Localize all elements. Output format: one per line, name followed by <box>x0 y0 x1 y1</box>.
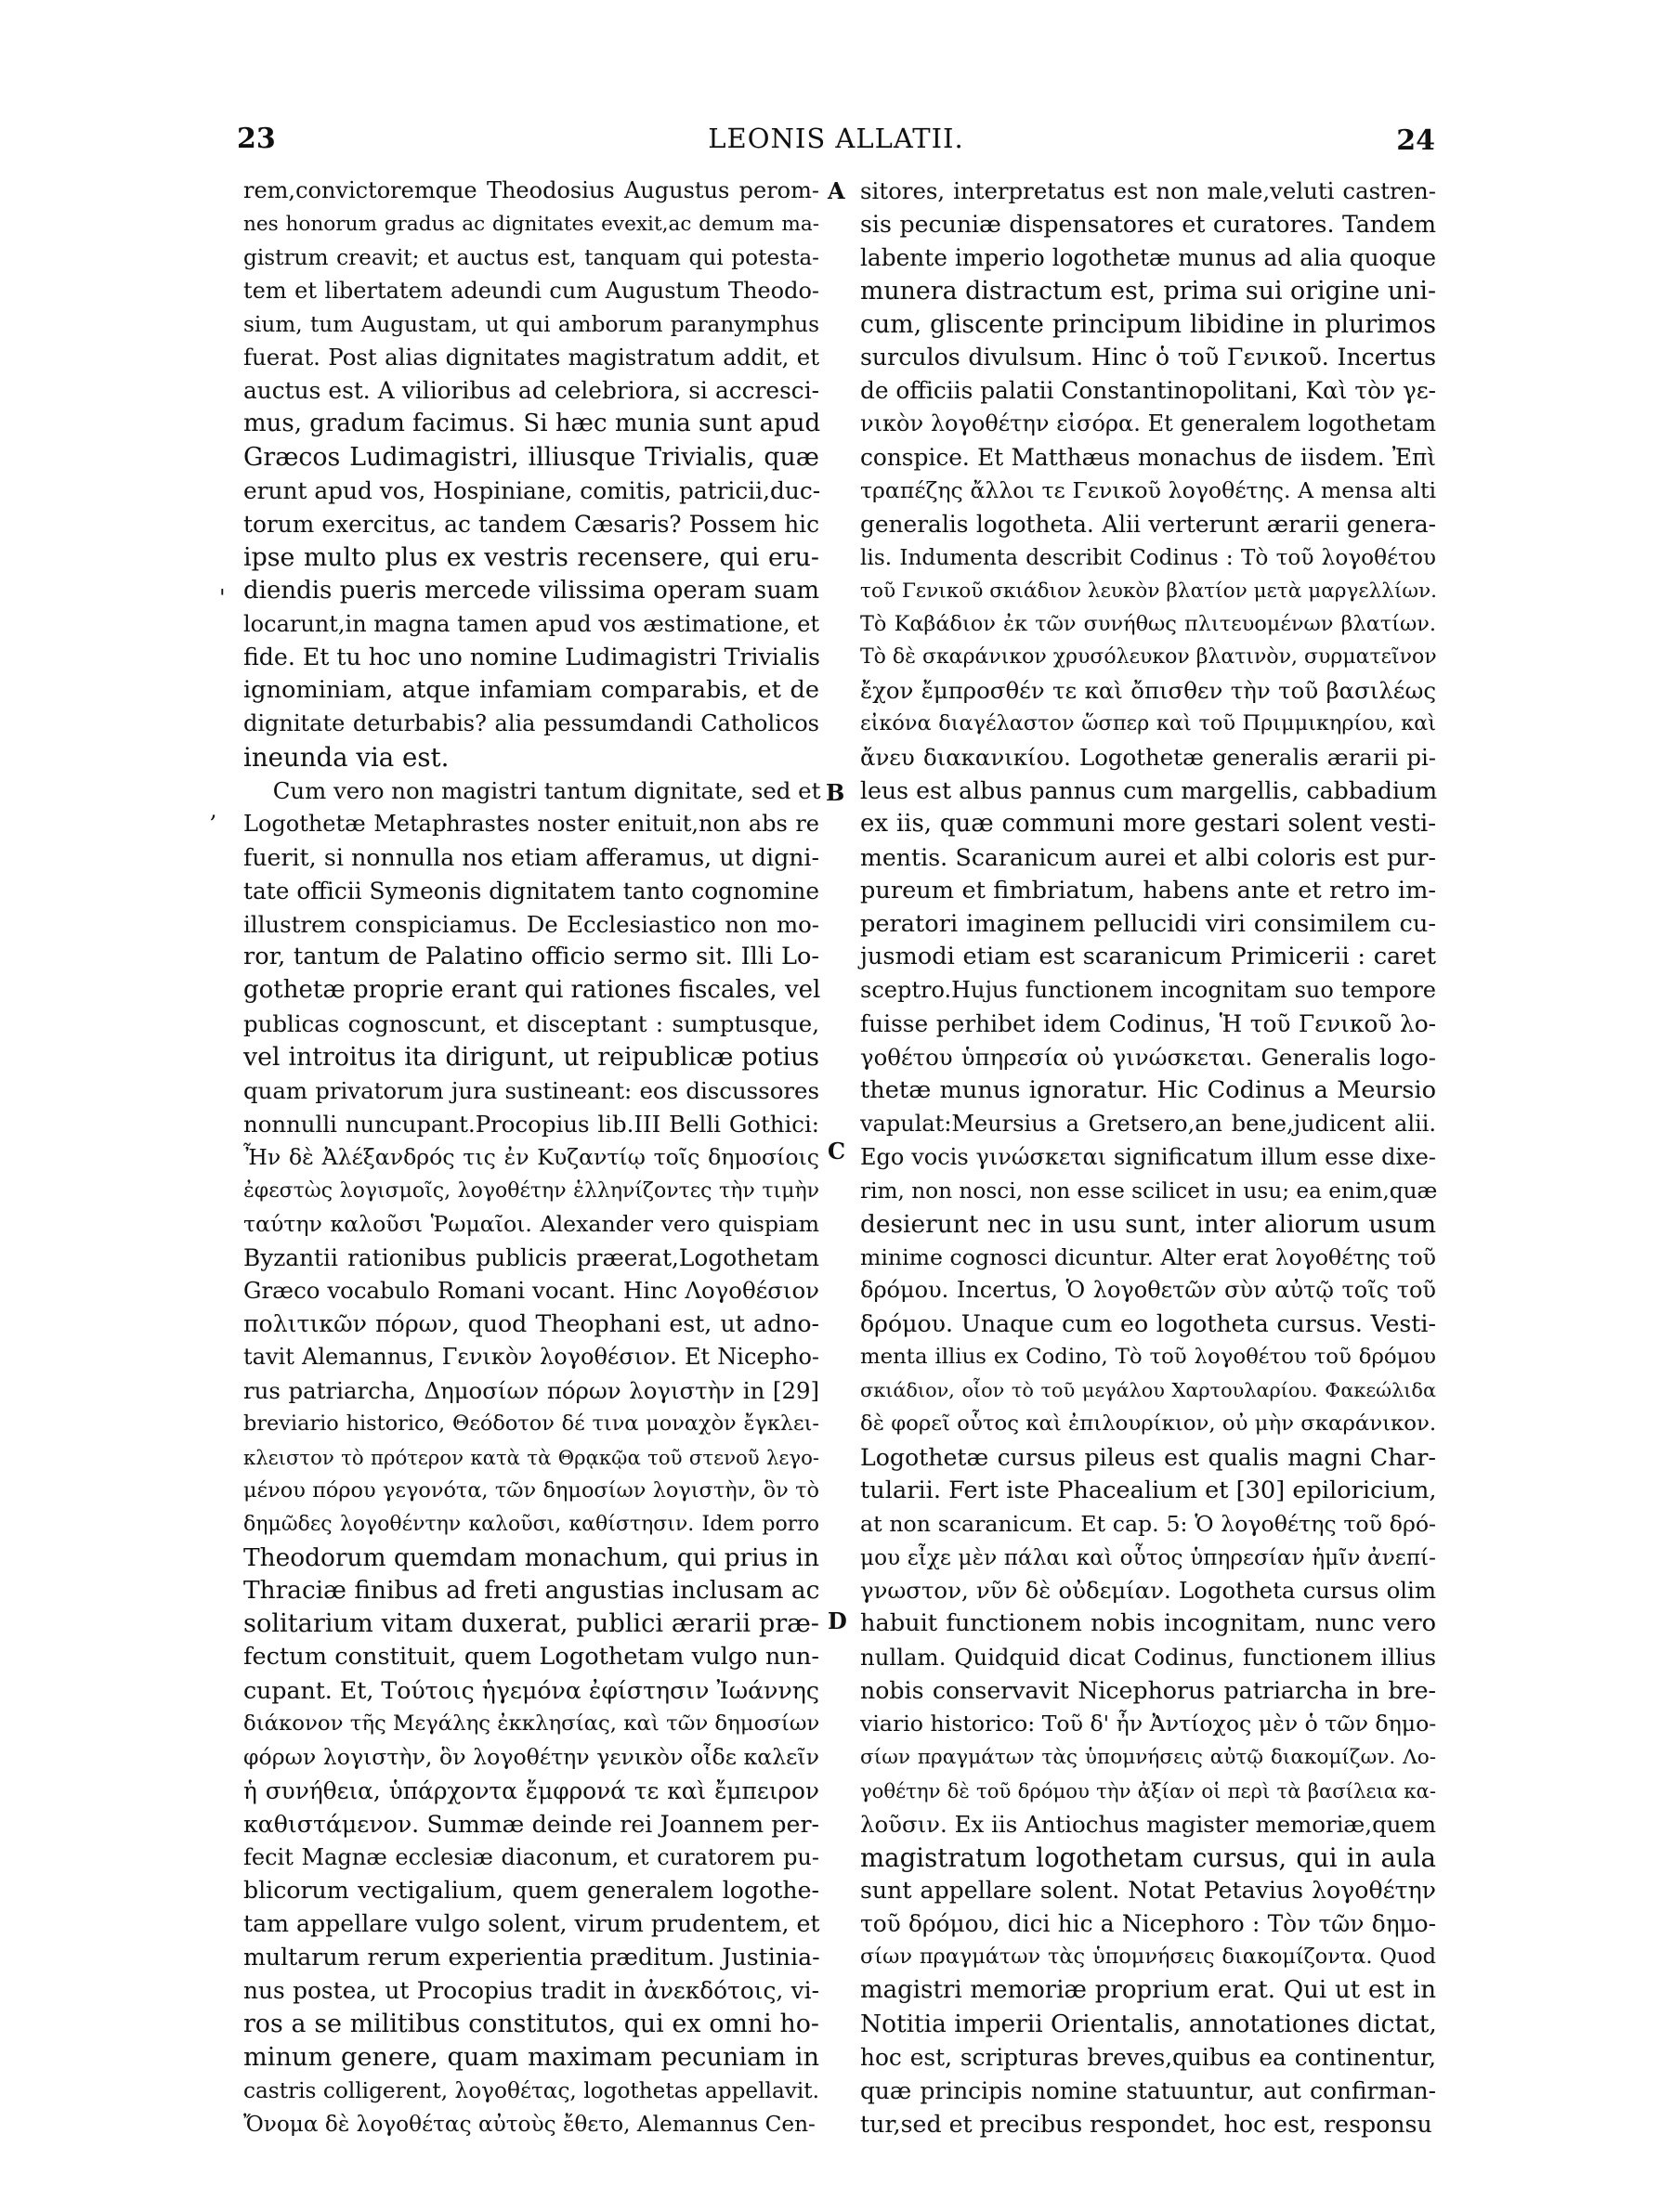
text-line: conspice. Et Matthæus monachus de iisdem. Ἐπὶ <box>860 444 1436 472</box>
text-line: Byzantii rationibus publicis præerat,Logothetam <box>243 1243 819 1271</box>
text-line: διάκονον τῆς Μεγάλης ἐκκλησίας, καὶ τῶν δημοσίων <box>243 1711 820 1736</box>
text-line: δημῶδες λογοθέντην καλοῦσι, καθίστησιν. Idem porro <box>243 1512 819 1536</box>
text-line: vapulat:Meursius a Gretsero,an bene,judicent alii. <box>860 1110 1436 1137</box>
text-line: rus patriarcha, Δημοσίων πόρων λογιστὴν in [29] <box>243 1377 819 1405</box>
text-line: nobis conservavit Nicephorus patriarcha in bre- <box>860 1677 1436 1705</box>
text-line: δρόμου. Unaque cum eo logotheta cursus. Vesti- <box>860 1310 1436 1338</box>
text-line: sceptro.Hujus functionem incognitam suo tempore <box>860 977 1436 1004</box>
text-line: tem et libertatem adeundi cum Augustum Theodo- <box>243 277 819 304</box>
text-line: κλειστον τὸ πρότερον κατὰ τὰ Θρᾳκῷα τοῦ στενοῦ λεγο- <box>243 1445 819 1469</box>
text-line: jusmodi etiam est scaranicum Primicerii : caret <box>860 943 1436 971</box>
text-line: Τὸ Καβάδιον ἐκ τῶν συνήθως πλιτευομένων βλατίων. <box>860 611 1436 636</box>
text-line: multarum rerum experientia præditum. Justinia- <box>243 1944 820 1971</box>
text-line: viario historico: Τοῦ δ' ἦν Ἀντίοχος μὲν ὁ τῶν δημο- <box>860 1710 1437 1737</box>
text-line: γοθέτην δὲ τοῦ δρόμου τὴν ἀξίαν οἱ περὶ τὰ βασίλεια κα- <box>860 1778 1436 1802</box>
text-line: δρόμου. Incertus, Ὁ λογοθετῶν σὺν αὐτῷ τοῖς τοῦ <box>860 1277 1436 1304</box>
text-line: Theodorum quemdam monachum, qui prius in <box>243 1542 819 1572</box>
text-line: magistratum logothetam cursus, qui in aula <box>860 1841 1436 1873</box>
text-line: fecit Magnæ ecclesiæ diaconum, et curatorem pu- <box>243 1843 819 1870</box>
text-line: publicas cognoscunt, et disceptant : sumptusque, <box>243 1010 819 1038</box>
text-line: rim, non nosci, non esse scilicet in usu; ea enim,quæ <box>860 1178 1438 1204</box>
text-line: fuisse perhibet idem Codinus, Ἡ τοῦ Γενικοῦ λο- <box>860 1010 1436 1038</box>
text-line: desierunt nec in usu sunt, inter aliorum usum <box>860 1209 1436 1239</box>
text-line: leus est albus pannus cum margellis, cabbadium <box>860 777 1438 805</box>
text-line: tam appellare vulgo solent, virum prudentem, et <box>243 1910 820 1938</box>
text-line: minime cognosci dicuntur. Alter erat λογοθέτης τοῦ <box>860 1243 1436 1270</box>
text-line: cum, gliscente principum libidine in plurimos <box>860 309 1436 339</box>
text-line: torum exercitus, ac tandem Cæsaris? Possem hic <box>243 510 819 538</box>
text-line: sium, tum Augustam, ut qui amborum paranymphus <box>243 311 819 337</box>
right-text-column <box>860 175 1438 2138</box>
text-line: πολιτικῶν πόρων, quod Theophani est, ut adno- <box>243 1310 819 1338</box>
text-line: erunt apud vos, Hospiniane, comitis, patricii,duc- <box>243 477 821 505</box>
text-line: fuerat. Post alias dignitates magistratum addit, et <box>243 344 819 371</box>
running-title: LEONIS ALLATII. <box>708 123 964 154</box>
text-line: illustrem conspiciamus. De Ecclesiastico non mo- <box>243 910 819 938</box>
text-line: quæ principis nomine statuuntur, aut confirman- <box>860 2076 1436 2104</box>
text-line: generalis logotheta. Alii verterunt ærarii genera- <box>860 510 1436 538</box>
text-line: nonnulli nuncupant.Procopius lib.III Belli Gothici: <box>243 1110 819 1138</box>
text-line: ros a se militibus constitutos, qui ex omni ho- <box>243 2009 819 2038</box>
text-line: gistrum creavit; et auctus est, tanquam qui potesta- <box>243 244 819 270</box>
margin-letter-a: A <box>828 177 845 204</box>
text-line: γνωστον, νῦν δὲ οὐδεμίαν. Logotheta cursus olim <box>860 1577 1436 1605</box>
text-line: fectum constituit, quem Logothetam vulgo nun- <box>243 1643 819 1672</box>
text-line: de officiis palatii Constantinopolitani, Καὶ τὸν γε- <box>860 377 1437 405</box>
text-line: auctus est. A vilioribus ad celebriora, si accresci- <box>243 377 819 405</box>
text-line: ἐφεστὼς λογισμοῖς, λογοθέτην ἑλληνίζοντες τὴν τιμὴν <box>243 1178 819 1203</box>
text-line: Thraciæ finibus ad freti angustias inclusam ac <box>243 1576 820 1606</box>
text-line: ἡ συνήθεια, ὑπάρχοντα ἔμφρονά τε καὶ ἔμπειρον <box>243 1776 819 1804</box>
text-line: menta illius ex Codino, Τὸ τοῦ λογοθέτου τοῦ δρόμου <box>860 1345 1436 1370</box>
text-line: νικὸν λογοθέτην εἰσόρα. Et generalem logothetam <box>860 410 1436 437</box>
page-number-right: 24 <box>1396 124 1435 157</box>
margin-letter-c: C <box>828 1138 846 1165</box>
left-text-column <box>243 175 821 2137</box>
text-line: Logothetæ Metaphrastes noster enituit,non abs re <box>243 810 819 837</box>
text-line: breviario historico, Θεόδοτον δέ τινα μοναχὸν ἔγκλει- <box>243 1411 819 1436</box>
text-line: μου εἶχε μὲν πάλαι καὶ οὗτος ὑπηρεσίαν ἡμῖν ἀνεπί- <box>860 1544 1436 1570</box>
text-line: fuerit, si nonnulla nos etiam afferamus, ut digni- <box>243 843 819 871</box>
text-line: mus, gradum facimus. Si hæc munia sunt apud <box>243 410 821 438</box>
text-line: σκιάδιον, οἷον τὸ τοῦ μεγάλου Χαρτουλαρίου. Φακεώλιδα <box>860 1379 1436 1402</box>
text-line: καθιστάμενον. Summæ deinde rei Joannem per- <box>243 1810 819 1838</box>
page-number-left: 23 <box>237 123 276 155</box>
text-line: Τὸ δὲ σκαράνικον χρυσόλευκον βλατινὸν, συρματεῖνον <box>860 645 1437 670</box>
text-line: labente imperio logothetæ munus ad alia quoque <box>860 243 1436 271</box>
margin-letter-d: D <box>828 1607 847 1634</box>
text-line: hoc est, scripturas breves,quibus ea continentur, <box>860 2043 1436 2071</box>
text-line: nus postea, ut Procopius tradit in ἀνεκδότοις, vi- <box>243 1977 819 2005</box>
text-line: τραπέζης ἄλλοι τε Γενικοῦ λογοθέτης. A mensa alti <box>860 477 1436 504</box>
text-line: surculos divulsum. Hinc ὁ τοῦ Γενικοῦ. Incertus <box>860 344 1436 371</box>
text-line: Logothetæ cursus pileus est qualis magni Char- <box>860 1443 1436 1471</box>
text-line: σίων πραγμάτων τὰς ὑπομνήσεις διακομίζοντα. Quod <box>860 1945 1436 1970</box>
margin-letter-b: B <box>826 779 845 806</box>
margin-mark: , <box>210 797 217 823</box>
text-line: at non scaranicum. Et cap. 5: Ὁ λογοθέτης τοῦ δρό- <box>860 1510 1436 1537</box>
text-line: magistri memoriæ proprium erat. Qui ut est in <box>860 1976 1436 2005</box>
text-line: solitarium vitam duxerat, publici ærarii præ- <box>243 1609 819 1639</box>
text-line: γοθέτου ὑπηρεσία οὐ γινώσκεται. Generalis logo- <box>860 1044 1436 1072</box>
text-line: Ego vocis γινώσκεται significatum illum esse dixe- <box>860 1143 1436 1170</box>
text-line: ignominiam, atque infamiam comparabis, et de <box>243 676 819 705</box>
text-line: μένου πόρου γεγονότα, τῶν δημοσίων λογιστὴν, ὃν τὸ <box>243 1477 819 1503</box>
text-line: φόρων λογιστὴν, ὃν λογοθέτην γενικὸν οἶδε καλεῖν <box>243 1743 819 1770</box>
text-line: sitores, interpretatus est non male,veluti castren- <box>860 177 1436 204</box>
text-line: thetæ munus ignoratur. Hic Codinus a Meursio <box>860 1076 1436 1105</box>
page-header <box>237 123 1435 160</box>
text-line: ταύτην καλοῦσι Ῥωμαῖοι. Alexander vero quispiam <box>243 1210 819 1237</box>
text-line: sunt appellare solent. Notat Petavius λογοθέτην <box>860 1877 1436 1905</box>
text-line: λοῦσιν. Ex iis Antiochus magister memoriæ,quem <box>860 1810 1436 1838</box>
text-line: Ἦν δὲ Ἀλέξανδρός τις ἐν Κυζαντίῳ τοῖς δημοσίοις <box>243 1143 819 1170</box>
text-line: locarunt,in magna tamen apud vos æstimatione, et <box>243 610 819 637</box>
text-line: dignitate deturbabis? alia pessumdandi Catholicos <box>243 710 819 737</box>
text-line: vel introitus ita dirigunt, ut reipublicæ potius <box>243 1043 819 1073</box>
text-line: tur,sed et precibus respondet, hoc est, responsu <box>860 2110 1432 2138</box>
margin-mark: ' <box>219 585 226 611</box>
text-line: ror, tantum de Palatino officio sermo sit. Illi Lo- <box>243 943 819 971</box>
text-line: tularii. Fert iste Phacealium et [30] epiloricium, <box>860 1476 1437 1504</box>
text-line: ἔχον ἔμπροσθέν τε καὶ ὄπισθεν τὴν τοῦ βασιλέως <box>860 677 1436 705</box>
text-line: σίων πραγμάτων τὰς ὑπομνήσεις αὐτῷ διακομίζων. Λο- <box>860 1745 1436 1769</box>
text-line: εἰκόνα διαγέλαστον ὥσπερ καὶ τοῦ Πριμμικηρίου, καὶ <box>860 711 1436 736</box>
text-line: tate officii Symeonis dignitatem tanto cognomine <box>243 877 819 904</box>
text-line: habuit functionem nobis incognitam, nunc vero <box>860 1609 1436 1638</box>
text-line: fide. Et tu hoc uno nomine Ludimagistri Trivialis <box>243 644 820 671</box>
text-line: tavit Alemannus, Γενικὸν λογοθέσιον. Et Nicepho- <box>243 1344 819 1371</box>
text-line: nes honorum gradus ac dignitates evexit,ac demum ma- <box>243 212 819 236</box>
text-line: peratori imaginem pellucidi viri consimilem cu- <box>860 909 1436 938</box>
text-line: ineunda via est. <box>243 742 450 774</box>
text-line: blicorum vectigalium, quem generalem logothe- <box>243 1877 819 1905</box>
text-line: Græco vocabulo Romani vocant. Hinc Λογοθέσιον <box>243 1277 819 1305</box>
text-line: Notitia imperii Orientalis, annotationes dictat, <box>860 2009 1437 2038</box>
text-line: lis. Indumenta describit Codinus : Τὸ τοῦ λογοθέτου <box>860 544 1436 570</box>
text-line: Cum vero non magistri tantum dignitate, sed et <box>272 777 821 805</box>
text-line: castris colligerent, λογοθέτας, logothetas appellavit. <box>243 2077 819 2103</box>
text-line: ipse multo plus ex vestris recensere, qui eru- <box>243 542 819 572</box>
text-line: quam privatorum jura sustineant: eos discussores <box>243 1077 819 1105</box>
text-line: Ὄνομα δὲ λογοθέτας αὐτοὺς ἔθετο, Alemannus Cen- <box>243 2111 816 2137</box>
text-line: Græcos Ludimagistri, illiusque Trivialis, quæ <box>243 443 819 473</box>
text-line: τοῦ Γενικοῦ σκιάδιον λευκὸν βλατίον μετὰ μαργελλίων. <box>860 579 1438 603</box>
text-line: rem,convictoremque Theodosius Augustus perom- <box>243 177 819 203</box>
text-line: τοῦ δρόμου, dici hic a Nicephoro : Τὸν τῶν δημο- <box>860 1910 1436 1938</box>
text-line: minum genere, quam maximam pecuniam in <box>243 2042 819 2072</box>
text-line: sis pecuniæ dispensatores et curatores. Tandem <box>860 210 1436 238</box>
text-line: pureum et fimbriatum, habens ante et retro im- <box>860 876 1436 904</box>
text-line: mentis. Scaranicum aurei et albi coloris est pur- <box>860 843 1436 871</box>
text-line: gothetæ proprie erant qui rationes fiscales, vel <box>243 976 821 1005</box>
text-line: cupant. Et, Τούτοις ἡγεμόνα ἐφίστησιν Ἰωάννης <box>243 1677 819 1705</box>
text-line: munera distractum est, prima sui origine uni- <box>860 276 1437 306</box>
text-line: ex iis, quæ communi more gestari solent vesti- <box>860 809 1436 838</box>
text-line: nullam. Quidquid dicat Codinus, functionem illius <box>860 1644 1436 1672</box>
text-line: δὲ φορεῖ οὗτος καὶ ἐπιλουρίκιον, οὐ μὴν σκαράνικον. <box>860 1411 1437 1436</box>
text-line: diendis pueris mercede vilissima operam suam <box>243 576 819 605</box>
text-line: ἄνευ διακανικίου. Logothetæ generalis ærarii pi- <box>860 744 1436 772</box>
